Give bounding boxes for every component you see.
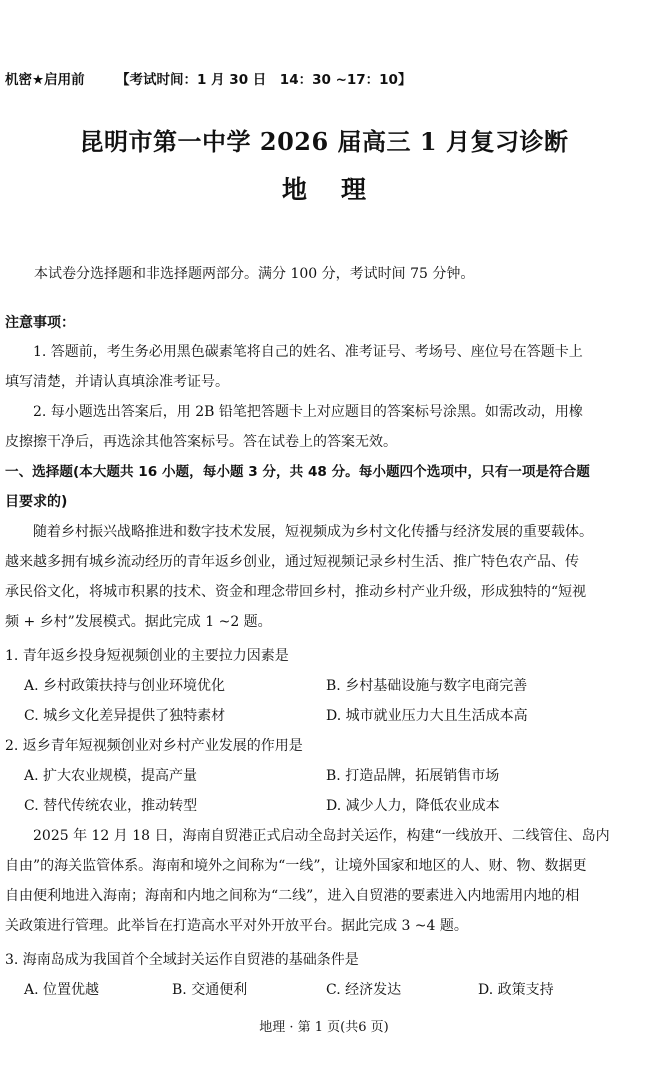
question-3-option-c: C. 经济发达 (326, 982, 402, 998)
confidential-label: 机密★启用前 (5, 72, 85, 88)
question-2-option-d: D. 减少人力，降低农业成本 (326, 798, 500, 814)
question-2-stem: 2. 返乡青年短视频创业对乡村产业发展的作用是 (5, 738, 303, 754)
exam-time: 【考试时间：1 月 30 日 14：30 ~17：10】 (116, 72, 412, 88)
passage-2-line-4: 关政策进行管理。此举旨在打造高水平对外开放平台。据此完成 3 ~4 题。 (5, 918, 468, 934)
question-2-option-a: A. 扩大农业规模，提高产量 (24, 768, 198, 784)
note-2-line-2: 皮擦擦干净后，再选涂其他答案标号。答在试卷上的答案无效。 (5, 434, 397, 450)
question-3-option-a: A. 位置优越 (24, 982, 100, 998)
notes-heading: 注意事项： (5, 315, 75, 331)
question-1-option-d: D. 城市就业压力大且生活成本高 (326, 708, 528, 724)
intro-text: 本试卷分选择题和非选择题两部分。满分 100 分，考试时间 75 分钟。 (34, 266, 475, 282)
note-1-line-1: 1. 答题前，考生务必用黑色碳素笔将自己的姓名、准考证号、考场号、座位号在答题卡上 (33, 344, 583, 360)
note-1-line-2: 填写清楚，并请认真填涂准考证号。 (5, 374, 229, 390)
note-2-line-1: 2. 每小题选出答案后，用 2B 铅笔把答题卡上对应题目的答案标号涂黑。如需改动，用橡 (33, 404, 583, 420)
question-3-stem: 3. 海南岛成为我国首个全域封关运作自贸港的基础条件是 (5, 952, 359, 968)
question-3-option-d: D. 政策支持 (478, 982, 554, 998)
question-2-option-c: C. 替代传统农业，推动转型 (24, 798, 198, 814)
passage-1-line-4: 频 + 乡村”发展模式。据此完成 1 ~2 题。 (5, 614, 272, 630)
passage-1-line-1: 随着乡村振兴战略推进和数字技术发展，短视频成为乡村文化传播与经济发展的重要载体。 (33, 524, 593, 540)
subject-title (0, 170, 648, 206)
passage-2-line-2: 自由”的海关监管体系。海南和境外之间称为“一线”，让境外国家和地区的人、财、物、数据更 (5, 858, 587, 874)
question-3-option-b: B. 交通便利 (172, 982, 248, 998)
section-1-heading-line-1: 一、选择题(本大题共 16 小题，每小题 3 分，共 48 分。每小题四个选项中，只有一项是符合题 (5, 464, 590, 480)
question-1-option-b: B. 乡村基础设施与数字电商完善 (326, 678, 528, 694)
page-footer: 地理 · 第 1 页(共6 页) (259, 1020, 389, 1035)
section-1-heading-line-2: 目要求的) (5, 494, 68, 510)
exam-title: 昆明市第一中学 2026 届高三 1 月复习诊断 (79, 127, 569, 156)
passage-1-line-2: 越来越多拥有城乡流动经历的青年返乡创业，通过短视频记录乡村生活、推广特色农产品、传 (5, 554, 579, 570)
question-1-option-c: C. 城乡文化差异提供了独特素材 (24, 708, 226, 724)
passage-2-line-1: 2025 年 12 月 18 日，海南自贸港正式启动全岛封关运作，构建“一线放开、二线管住、岛内 (33, 828, 610, 844)
passage-1-line-3: 承民俗文化，将城市积累的技术、资金和理念带回乡村，推动乡村产业升级，形成独特的“短视 (5, 584, 587, 600)
exam-header (5, 68, 411, 88)
question-1-stem: 1. 青年返乡投身短视频创业的主要拉力因素是 (5, 648, 289, 664)
passage-2-line-3: 自由便利地进入海南；海南和内地之间称为“二线”，进入自贸港的要素进入内地需用内地的相 (5, 888, 580, 904)
question-2-option-b: B. 打造品牌，拓展销售市场 (326, 768, 500, 784)
subject-char-2: 理 (341, 175, 367, 204)
subject-char-1: 地 (281, 175, 307, 204)
question-1-option-a: A. 乡村政策扶持与创业环境优化 (24, 678, 226, 694)
